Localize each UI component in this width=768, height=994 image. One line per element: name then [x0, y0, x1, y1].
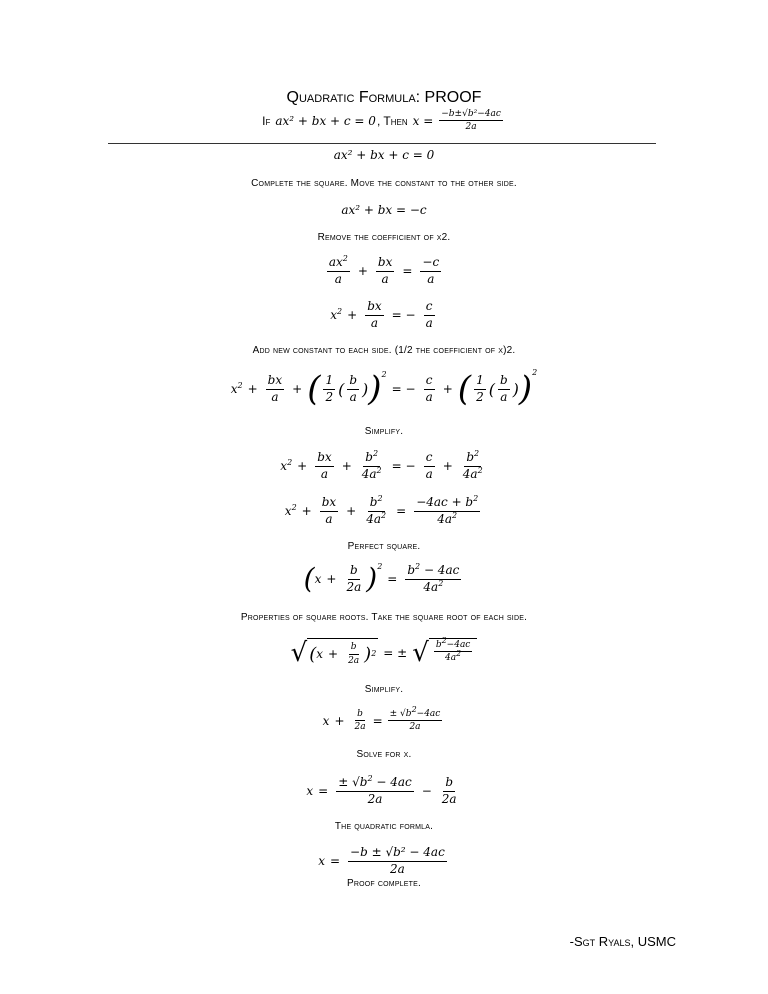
step-caption-3: Add new constant to each side. (1/2 the coefficient of x)2. [252, 345, 516, 356]
step-caption-4: Simplify. [364, 426, 404, 437]
equation-simplify-b: $x^2$ + $\frac{bx}{a}$ + $\frac{b^2}{4a^2}$ = $\frac{-4ac + b^2}{4a^2}$ [284, 494, 479, 526]
final-denominator: 2a [390, 861, 405, 876]
step-caption-10: Proof complete. [347, 878, 421, 889]
equation-divide-a: $\frac{ax^2}{a}$ + $\frac{bx}{a}$ = $\frac{-c}{a}$ [328, 254, 440, 286]
signature: -Sgt Ryals, USMC [569, 934, 676, 949]
page-title: Quadratic Formula: PROOF [286, 89, 482, 106]
divider-rule [108, 143, 656, 144]
then-label: , Then [376, 113, 408, 128]
equation-move-constant: ax² + bx = −c [341, 203, 427, 217]
equation-simplify-root: x + $\frac{b}{2a}$ = $\frac{\pm √b^2-4ac}{2a}$ [322, 705, 441, 733]
hypothesis-equation: ax² + bx + c = 0 [275, 113, 376, 128]
if-label: If [262, 113, 271, 128]
conclusion-fraction [439, 109, 503, 133]
final-numerator: −b ± √b² − 4ac [348, 846, 447, 862]
conclusion-denominator: 2a [465, 122, 477, 133]
equation-simplified-divide: $x^2$ + $\frac{bx}{a}$ = − $\frac{c}{a}$ [330, 299, 433, 330]
conclusion-numerator: −b±√b²−4ac [439, 109, 503, 121]
theorem-statement [0, 109, 768, 133]
equation-simplify-a: $x^2$ + $\frac{bx}{a}$ + $\frac{b^2}{4a^2}$ = − $\frac{c}{a}$ + $\frac{b^2}{4a^2}$ [280, 449, 483, 481]
equation-quadratic-formula: x = $\frac{\text{−b ± √b² − 4ac}}{2a}$ [318, 845, 445, 876]
step-caption-1: Complete the square. Move the constant to the other side. [251, 178, 517, 189]
equation-add-constant: $x^2$ + $\frac{bx}{a}$ + ( $\frac{1}{2}$ ( $\frac{b}{a}$ ) ) $^2$ = − $\frac{c}{a}$ + ( $\frac{1}{2}$ ( $\frac{b}{a}$ ) ) $^2$ [230, 368, 538, 409]
step-caption-9: The quadratic formla. [334, 821, 434, 832]
conclusion-lhs: x = [412, 113, 434, 128]
equation-square-root: √ ( x + $\frac{b}{2a}$ ) 2 = ± √ $\frac{b^2-4ac}{4a^2}$ [0, 638, 768, 668]
equation-perfect-square: ( x + $\frac{b}{2a}$ ) $^2$ = $\frac{b^2 - 4ac}{4a^2}$ [303, 562, 460, 596]
equation-solve-x: x = $\frac{\pm √b^2 - 4ac}{2a}$ − $\frac{b}{2a}$ [306, 774, 457, 806]
step-caption-6: Properties of square roots. Take the square root of each side. [240, 612, 528, 623]
step-caption-5: Perfect square. [347, 541, 421, 552]
step-caption-2: Remove the coefficient of x2. [317, 232, 451, 243]
step-caption-7: Simplify. [364, 684, 404, 695]
start-equation: ax² + bx + c = 0 [333, 148, 435, 162]
step-caption-8: Solve for x. [356, 749, 412, 760]
